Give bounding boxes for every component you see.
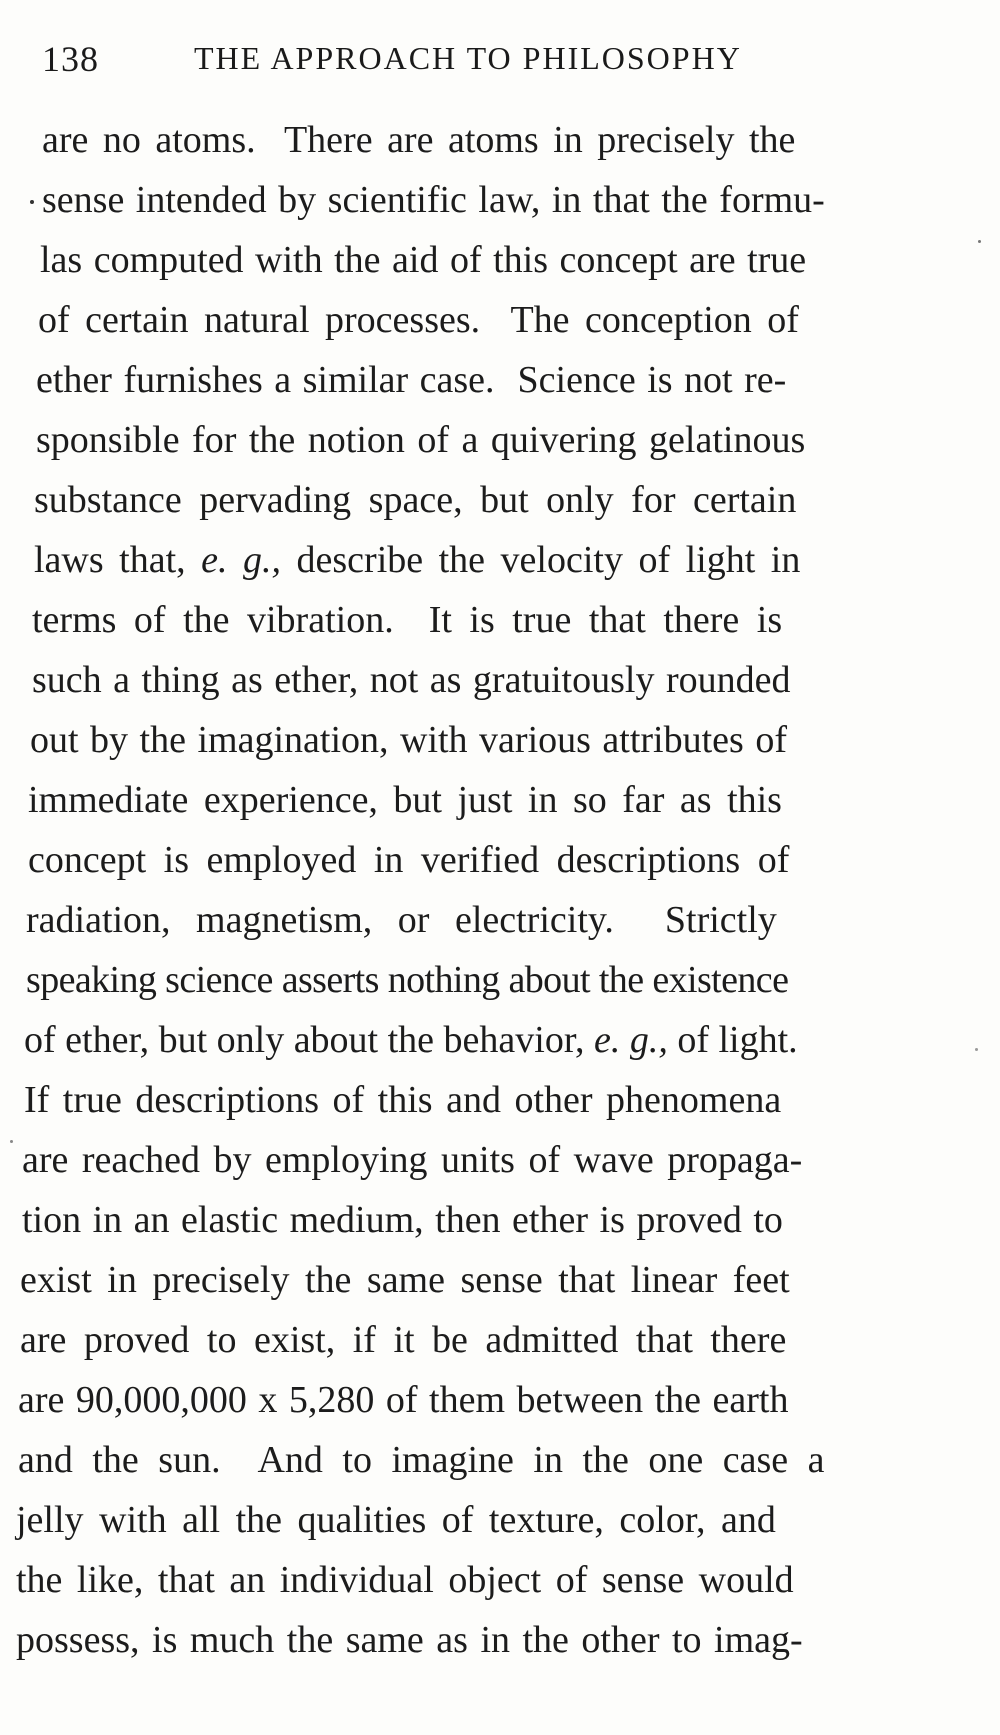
- text-line: are reached by employing units of wave propaga-: [22, 1139, 803, 1181]
- text-line: las computed with the aid of this concept are true: [40, 239, 807, 281]
- text-line: radiation, magnetism, or electricity. Strictly: [26, 899, 777, 941]
- text-line: substance pervading space, but only for certain: [34, 479, 797, 521]
- print-speck: [30, 200, 34, 204]
- text-line: laws that, e. g., describe the velocity of light in: [34, 539, 801, 581]
- text-line: immediate experience, but just in so far as this: [28, 779, 782, 821]
- print-speck: [975, 1048, 978, 1051]
- abbreviation-eg: e. g.,: [201, 539, 282, 581]
- text-line: are proved to exist, if it be admitted that there: [20, 1319, 787, 1361]
- text-line: sponsible for the notion of a quivering gelatinous: [36, 419, 806, 461]
- print-speck: [10, 1140, 13, 1143]
- text-line: of certain natural processes. The conception of: [38, 299, 799, 341]
- print-speck: [978, 240, 981, 243]
- text-line: are no atoms. There are atoms in precisely the: [42, 119, 796, 161]
- text-line: ether furnishes a similar case. Science is not re-: [36, 359, 787, 401]
- running-title: THE APPROACH TO PHILOSOPHY: [194, 40, 742, 76]
- text-line: are 90,000,000 x 5,280 of them between the earth: [18, 1379, 789, 1421]
- text-line: speaking science asserts nothing about the existence: [26, 959, 789, 1001]
- text-line: terms of the vibration. It is true that there is: [32, 599, 783, 641]
- text-line: such a thing as ether, not as gratuitously rounded: [32, 659, 791, 701]
- text-line: the like, that an individual object of sense would: [16, 1559, 794, 1601]
- text-line: jelly with all the qualities of texture, color, and: [16, 1499, 776, 1541]
- text-line: out by the imagination, with various attributes of: [30, 719, 787, 761]
- page-number: 138: [42, 39, 99, 79]
- text-line: tion in an elastic medium, then ether is proved to: [22, 1199, 783, 1241]
- text-line: and the sun. And to imagine in the one case a: [18, 1439, 825, 1481]
- text-line: sense intended by scientific law, in that the formu-: [42, 179, 825, 221]
- text-line: exist in precisely the same sense that linear feet: [20, 1259, 790, 1301]
- text-line: concept is employed in verified descriptions of: [28, 839, 790, 881]
- text-line: of ether, but only about the behavior, e. g., of light.: [24, 1019, 798, 1061]
- text-line: If true descriptions of this and other phenomena: [24, 1079, 782, 1121]
- text-line: possess, is much the same as in the other to imag-: [16, 1619, 803, 1661]
- abbreviation-eg: e. g.,: [593, 1019, 668, 1061]
